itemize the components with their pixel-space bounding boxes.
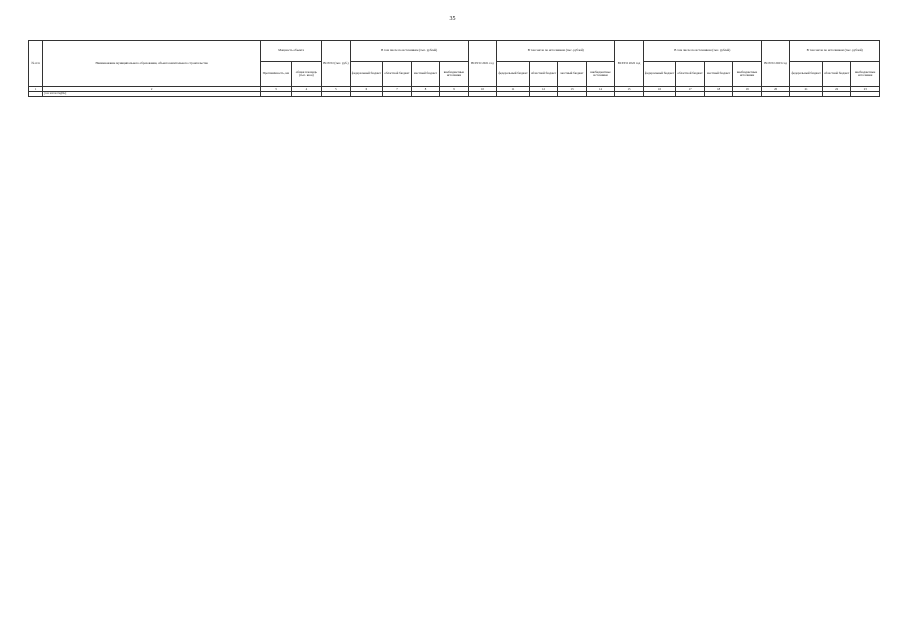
table-row <box>29 92 880 97</box>
budget-table <box>28 40 880 97</box>
column-index-cell: 10 <box>468 87 497 92</box>
value-cell <box>790 92 823 97</box>
table-body <box>29 92 880 97</box>
value-cell <box>529 92 558 97</box>
column-index-cell: 14 <box>586 87 615 92</box>
header-src-regional: областной бюджет <box>676 62 705 87</box>
column-index-cell: 15 <box>615 87 644 92</box>
column-index-cell: 1 <box>29 87 43 92</box>
column-index-cell: 13 <box>558 87 587 92</box>
value-cell <box>676 92 705 97</box>
column-index-cell: 22 <box>822 87 851 92</box>
header-src-local: местный бюджет <box>558 62 587 87</box>
column-index-cell: 20 <box>761 87 790 92</box>
header-src-regional: областной бюджет <box>529 62 558 87</box>
value-cell <box>851 92 880 97</box>
column-index-cell: 18 <box>704 87 733 92</box>
header-group-2: В том числе по источникам (тыс. рублей) <box>497 41 615 62</box>
column-index-cell: 7 <box>383 87 412 92</box>
value-cell <box>440 92 469 97</box>
value-cell <box>761 92 790 97</box>
column-index-cell: 4 <box>291 87 322 92</box>
value-cell <box>822 92 851 97</box>
column-index-cell: 12 <box>529 87 558 92</box>
value-cell <box>643 92 676 97</box>
header-total-4: ВСЕГО 2023 год <box>761 41 790 87</box>
column-index-cell: 3 <box>261 87 292 92</box>
header-num: № п/п <box>29 41 43 87</box>
value-cell <box>383 92 412 97</box>
header-src-other: внебюджетные источники <box>851 62 880 87</box>
value-cell <box>615 92 644 97</box>
value-cell <box>468 92 497 97</box>
value-cell <box>558 92 587 97</box>
value-cell <box>261 92 292 97</box>
column-index-cell: 21 <box>790 87 823 92</box>
column-index-cell: 17 <box>676 87 705 92</box>
header-name: Наименование муниципального образования, объекта капитального строительства <box>43 41 261 87</box>
header-area: общая площадь (тыс. кв.м) <box>291 62 322 87</box>
column-index-cell: 8 <box>411 87 440 92</box>
header-src-federal: федеральный бюджет <box>643 62 676 87</box>
header-src-local: местный бюджет <box>704 62 733 87</box>
column-index-cell: 2 <box>43 87 261 92</box>
header-group-1: В том числе по источникам (тыс. рублей) <box>350 41 468 62</box>
page-number: 35 <box>449 16 456 22</box>
row-number <box>29 92 43 97</box>
header-group-4: В том числе по источникам (тыс. рублей) <box>790 41 880 62</box>
header-src-regional: областной бюджет <box>383 62 412 87</box>
header-group-3: В том числе по источникам (тыс. рублей) <box>643 41 761 62</box>
header-capacity: Мощность объекта <box>261 41 322 62</box>
value-cell <box>411 92 440 97</box>
header-src-other: внебюджетные источники <box>440 62 469 87</box>
column-index-cell: 11 <box>497 87 530 92</box>
header-src-federal: федеральный бюджет <box>497 62 530 87</box>
header-src-other: внебюджетные источники <box>586 62 615 87</box>
value-cell <box>497 92 530 97</box>
value-cell <box>586 92 615 97</box>
column-index-cell: 19 <box>733 87 762 92</box>
header-src-federal: федеральный бюджет <box>790 62 823 87</box>
header-total-1: ВСЕГО (тыс. руб.) <box>322 41 351 87</box>
header-src-local: местный бюджет <box>411 62 440 87</box>
value-cell <box>704 92 733 97</box>
column-index-cell: 16 <box>643 87 676 92</box>
column-index-cell: 23 <box>851 87 880 92</box>
value-cell <box>350 92 383 97</box>
header-src-other: внебюджетные источники <box>733 62 762 87</box>
value-cell <box>322 92 351 97</box>
column-index-cell: 5 <box>322 87 351 92</box>
value-cell <box>291 92 322 97</box>
header-total-2: ВСЕГО 2021 год <box>468 41 497 87</box>
object-name: [row text not legible] <box>43 92 261 97</box>
value-cell <box>733 92 762 97</box>
header-length: Протяжённость, км <box>261 62 292 87</box>
column-index-cell: 6 <box>350 87 383 92</box>
column-index-cell: 9 <box>440 87 469 92</box>
budget-table-sheet <box>28 40 880 596</box>
header-src-federal: федеральный бюджет <box>350 62 383 87</box>
header-src-regional: областной бюджет <box>822 62 851 87</box>
header-total-3: ВСЕГО 2022 год <box>615 41 644 87</box>
